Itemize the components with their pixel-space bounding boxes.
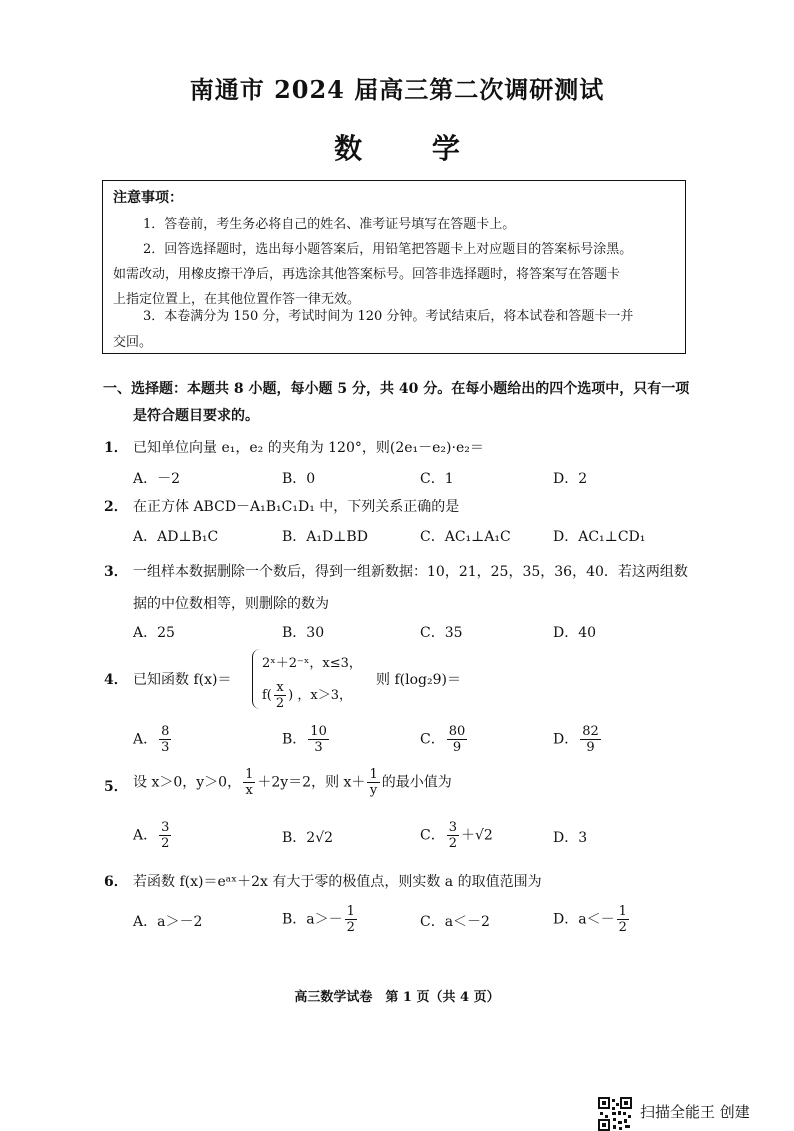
option-d: D．2: [553, 471, 588, 487]
option-a: A． $\frac{8}{3}$: [133, 724, 170, 755]
option-b: B．30: [282, 625, 325, 641]
option-a: A．AD⊥B₁C: [133, 529, 219, 545]
option-c: C． $\frac{80}{9}$: [420, 724, 466, 755]
notice-line-2c: 上指定位置上，在其他位置作答一律无效。: [113, 292, 361, 307]
question-stem-line-1: 一组样本数据删除一个数后，得到一组新数据：10，21，25，35，36，40．若这两组数: [133, 564, 688, 580]
option-a: A．a＞－2: [133, 914, 203, 930]
section-heading-line-1: 一、选择题：本题共 8 小题，每小题 5 分，共 40 分。在每小题给出的四个选项中，只有一项: [103, 381, 690, 397]
option-b: B． $\frac{10}{3}$: [282, 724, 327, 755]
notice-line-3a: 3．本卷满分为 150 分，考试时间为 120 分钟。考试结束后，将本试卷和答题卡一并: [143, 309, 634, 324]
question-stem-line-2: 据的中位数相等，则删除的数为: [133, 596, 329, 612]
option-a: A． $\frac{3}{2}$: [133, 820, 170, 851]
option-c: C．a＜－2: [420, 914, 490, 930]
question-stem: 若函数 f(x)＝eᵃˣ＋2x 有大于零的极值点，则实数 a 的取值范围为: [133, 874, 542, 890]
question-number: 3．: [104, 564, 128, 580]
option-b: B．a＞－ $\frac{1}{2}$: [282, 904, 355, 935]
notice-line-2a: 2．回答选择题时，选出每小题答案后，用铅笔把答题卡上对应题目的答案标号涂黑。: [143, 242, 633, 257]
piecewise-case-2: f( $\frac{x}{2}$ ) ，x＞3，: [262, 680, 352, 711]
exam-title: 南通市 2024 届高三第二次调研测试: [189, 75, 605, 104]
piecewise-brace: [252, 649, 261, 709]
question-number: 6．: [104, 874, 128, 890]
question-number: 5．: [104, 779, 128, 795]
scanner-brand-text: 扫描全能王 创建: [640, 1103, 750, 1121]
notice-line-2b: 如需改动，用橡皮擦干净后，再选涂其他答案标号。回答非选择题时，将答案写在答题卡: [113, 267, 621, 282]
option-b: B．0: [282, 471, 316, 487]
question-stem: 在正方体 ABCD－A₁B₁C₁D₁ 中，下列关系正确的是: [133, 499, 460, 515]
option-d: D．AC₁⊥CD₁: [553, 529, 646, 545]
question-stem: 设 x＞0，y＞0， $\frac{1}{x}$ ＋2y＝2，则 x＋ $\frac{1}{y}$ 的最小值为: [133, 767, 452, 798]
question-number: 4．: [104, 672, 128, 688]
question-stem: 已知函数 f(x)＝: [133, 672, 232, 688]
notice-heading: 注意事项：: [113, 190, 183, 206]
option-a: A．25: [133, 625, 175, 641]
question-stem-tail: 则 f(log₂9)＝: [376, 672, 461, 688]
option-c: C． $\frac{3}{2}$ ＋√2: [420, 820, 493, 851]
option-c: C．1: [420, 471, 454, 487]
notice-line-3b: 交回。: [113, 335, 153, 350]
notice-line-1: 1．答卷前，考生务必将自己的姓名、准考证号填写在答题卡上。: [143, 217, 516, 232]
option-b: B．A₁D⊥BD: [282, 529, 368, 545]
question-stem: 已知单位向量 e₁，e₂ 的夹角为 120°，则(2e₁－e₂)·e₂＝: [133, 440, 484, 456]
qr-code-icon: [598, 1097, 632, 1131]
option-c: C．AC₁⊥A₁C: [420, 529, 511, 545]
option-d: D．3: [553, 830, 588, 846]
option-c: C．35: [420, 625, 463, 641]
option-d: D．a＜－ $\frac{1}{2}$: [553, 904, 627, 935]
notice-box: [102, 180, 686, 354]
section-heading-line-2: 是符合题目要求的。: [133, 408, 259, 424]
option-a: A．－2: [133, 471, 181, 487]
option-b: B．2√2: [282, 830, 334, 846]
option-d: D．40: [553, 625, 597, 641]
option-d: D． $\frac{82}{9}$: [553, 724, 599, 755]
question-number: 1．: [104, 440, 128, 456]
piecewise-case-1: 2ˣ＋2⁻ˣ，x≤3，: [262, 656, 362, 671]
subject-title: 数 学: [334, 132, 490, 165]
question-number: 2．: [104, 499, 128, 515]
page-footer: 高三数学试卷 第 1 页（共 4 页）: [294, 990, 500, 1005]
